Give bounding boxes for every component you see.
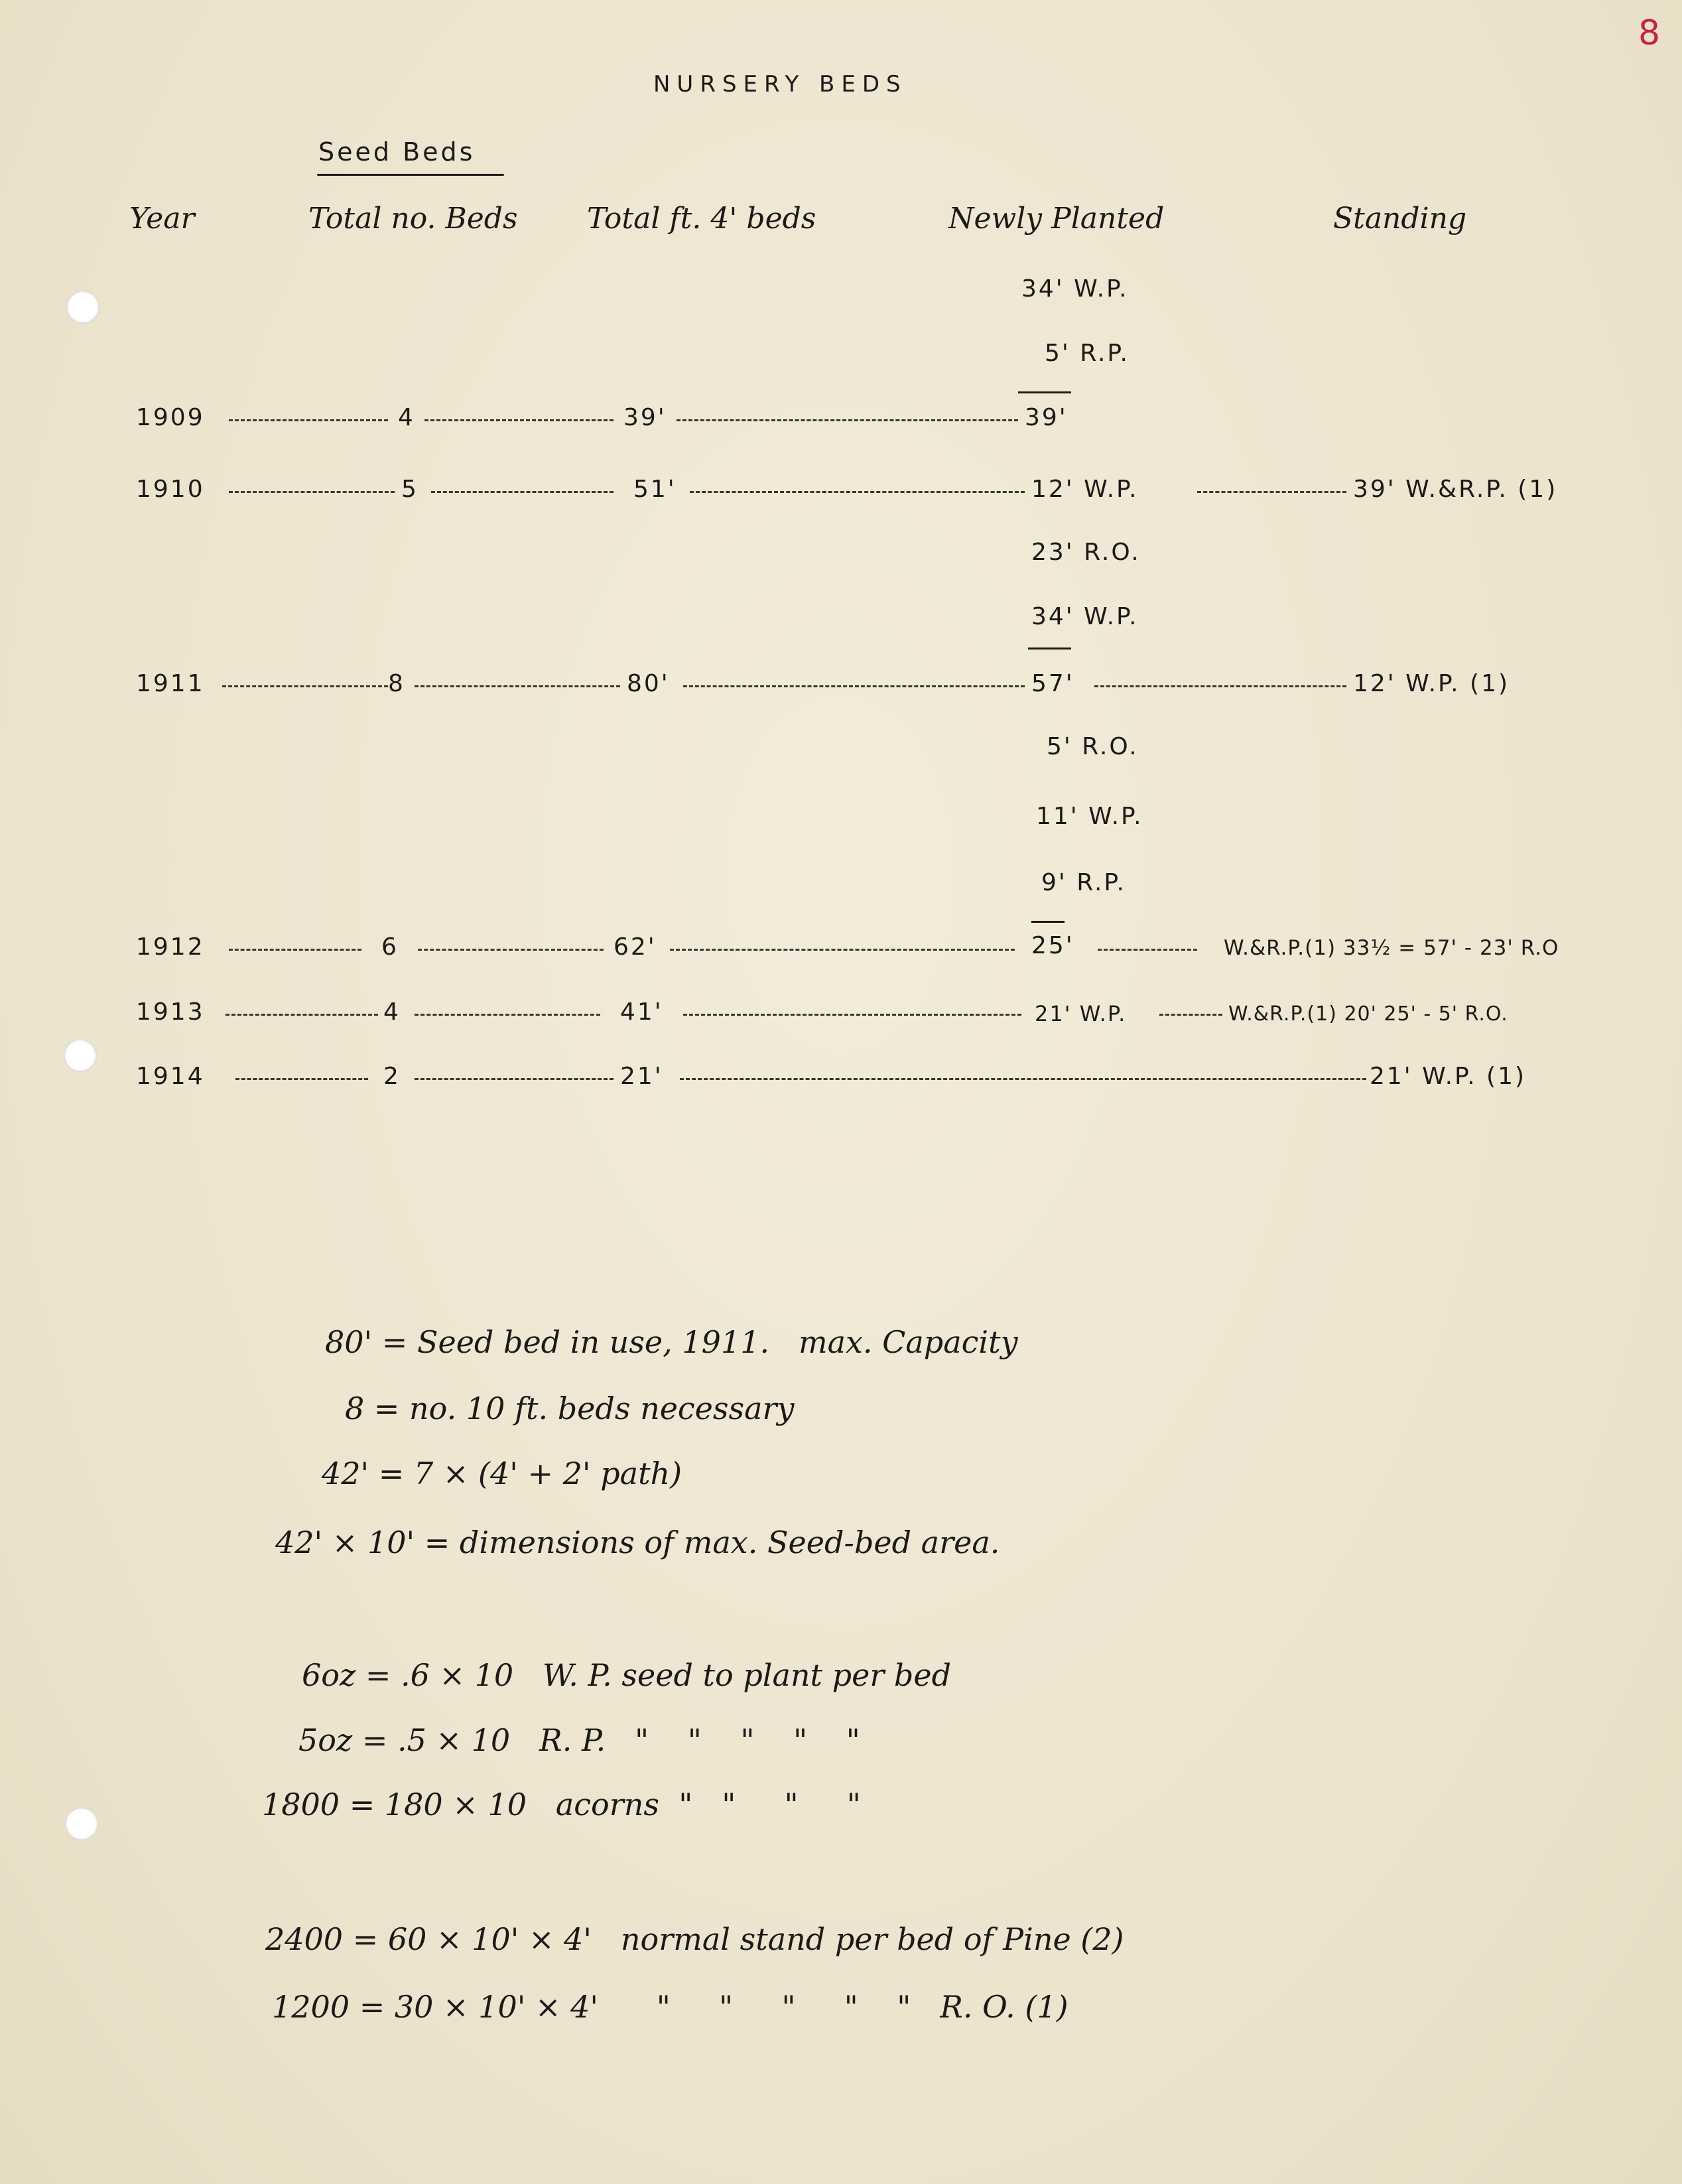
beds-1912: 6 [381, 933, 399, 961]
beds-1913: 4 [383, 998, 401, 1026]
planted-1911-a: 23' R.O. [1031, 539, 1141, 566]
standing-1912: W.&R.P.(1) 33½ = 57' - 23' R.O [1224, 936, 1559, 960]
leader-1912-b [418, 949, 604, 951]
leader-1910-a [229, 491, 395, 493]
leader-1910-d [1197, 491, 1346, 493]
ft-1909: 39' [623, 404, 667, 431]
header-newly-planted: Newly Planted [948, 202, 1165, 236]
year-1913: 1913 [136, 998, 205, 1026]
planted-1909: 39' [1025, 404, 1068, 431]
leader-1909-c [677, 419, 1018, 421]
header-total-beds: Total no. Beds [308, 202, 518, 236]
note-seed-bed-in-use: 80' = Seed bed in use, 1911. max. Capacity [325, 1324, 1018, 1360]
planted-pre1909-a: 34' W.P. [1021, 275, 1129, 303]
ft-1912: 62' [614, 933, 657, 961]
planted-1912-c: 9' R.P. [1041, 869, 1126, 896]
year-1909: 1909 [136, 404, 205, 431]
page-number: 8 [1638, 13, 1661, 53]
leader-1909-b [424, 419, 614, 421]
planted-1912: 25' [1031, 932, 1074, 959]
leader-1911-b [415, 685, 620, 687]
standing-1910: 39' W.&R.P. (1) [1353, 476, 1558, 503]
ft-1914: 21' [620, 1063, 663, 1090]
planted-pre1909-b: 5' R.P. [1045, 340, 1130, 367]
planted-1910: 12' W.P. [1031, 476, 1139, 503]
standing-1911: 12' W.P. (1) [1353, 670, 1510, 697]
subtitle-underline [317, 174, 504, 176]
leader-1913-a [226, 1014, 378, 1016]
binder-hole-middle [64, 1039, 97, 1072]
leader-1910-c [690, 491, 1025, 493]
beds-1911: 8 [388, 670, 405, 697]
note-rp-seed: 5oz = .5 × 10 R. P. " " " " " [298, 1722, 860, 1758]
planted-1912-a: 5' R.O. [1047, 733, 1139, 760]
header-year: Year [129, 202, 195, 236]
leader-1912-d [1098, 949, 1197, 951]
leader-1911-d [1094, 685, 1346, 687]
standing-1914: 21' W.P. (1) [1370, 1063, 1527, 1090]
leader-1912-c [670, 949, 1015, 951]
note-acorns: 1800 = 180 × 10 acorns " " " " [262, 1787, 861, 1822]
ft-1911: 80' [627, 670, 670, 697]
beds-1909: 4 [398, 404, 415, 431]
planted-1911-b: 34' W.P. [1031, 603, 1139, 630]
planted-1911: 57' [1031, 670, 1074, 697]
page-title: NURSERY BEDS [653, 71, 907, 98]
note-max-area: 42' × 10' = dimensions of max. Seed-bed area. [275, 1525, 1000, 1560]
year-1911: 1911 [136, 670, 205, 697]
header-total-ft: Total ft. 4' beds [587, 202, 816, 236]
note-pine-stand: 2400 = 60 × 10' × 4' normal stand per bed of Pine (2) [265, 1921, 1124, 1957]
sum-line-1911 [1028, 648, 1071, 649]
note-beds-necessary: 8 = no. 10 ft. beds necessary [345, 1391, 795, 1426]
leader-1914-c [680, 1078, 1366, 1080]
standing-1913: W.&R.P.(1) 20' 25' - 5' R.O. [1228, 1002, 1508, 1026]
leader-1911-c [683, 685, 1025, 687]
beds-1914: 2 [383, 1063, 401, 1090]
leader-1914-a [235, 1078, 368, 1080]
year-1914: 1914 [136, 1063, 205, 1090]
planted-1913: 21' W.P. [1035, 1001, 1127, 1026]
section-subtitle: Seed Beds [318, 137, 476, 167]
leader-1913-c [683, 1014, 1021, 1016]
note-bed-width: 42' = 7 × (4' + 2' path) [322, 1456, 682, 1491]
header-standing: Standing [1333, 202, 1467, 236]
note-wp-seed: 6oz = .6 × 10 W. P. seed to plant per bed [302, 1657, 952, 1693]
sum-line-1909 [1018, 391, 1071, 393]
leader-1913-d [1159, 1014, 1222, 1016]
ft-1913: 41' [620, 998, 663, 1026]
ft-1910: 51' [633, 476, 677, 503]
note-ro-stand: 1200 = 30 × 10' × 4' " " " " " R. O. (1) [272, 1989, 1068, 2025]
sum-line-1912 [1031, 921, 1065, 923]
year-1910: 1910 [136, 476, 205, 503]
binder-hole-top [66, 291, 99, 324]
planted-1912-b: 11' W.P. [1036, 803, 1143, 830]
leader-1909-a [229, 419, 388, 421]
leader-1911-a [222, 685, 388, 687]
beds-1910: 5 [401, 476, 419, 503]
year-1912: 1912 [136, 933, 205, 961]
leader-1912-a [229, 949, 361, 951]
leader-1910-b [431, 491, 614, 493]
leader-1913-b [415, 1014, 600, 1016]
leader-1914-b [415, 1078, 614, 1080]
binder-hole-bottom [65, 1807, 98, 1840]
